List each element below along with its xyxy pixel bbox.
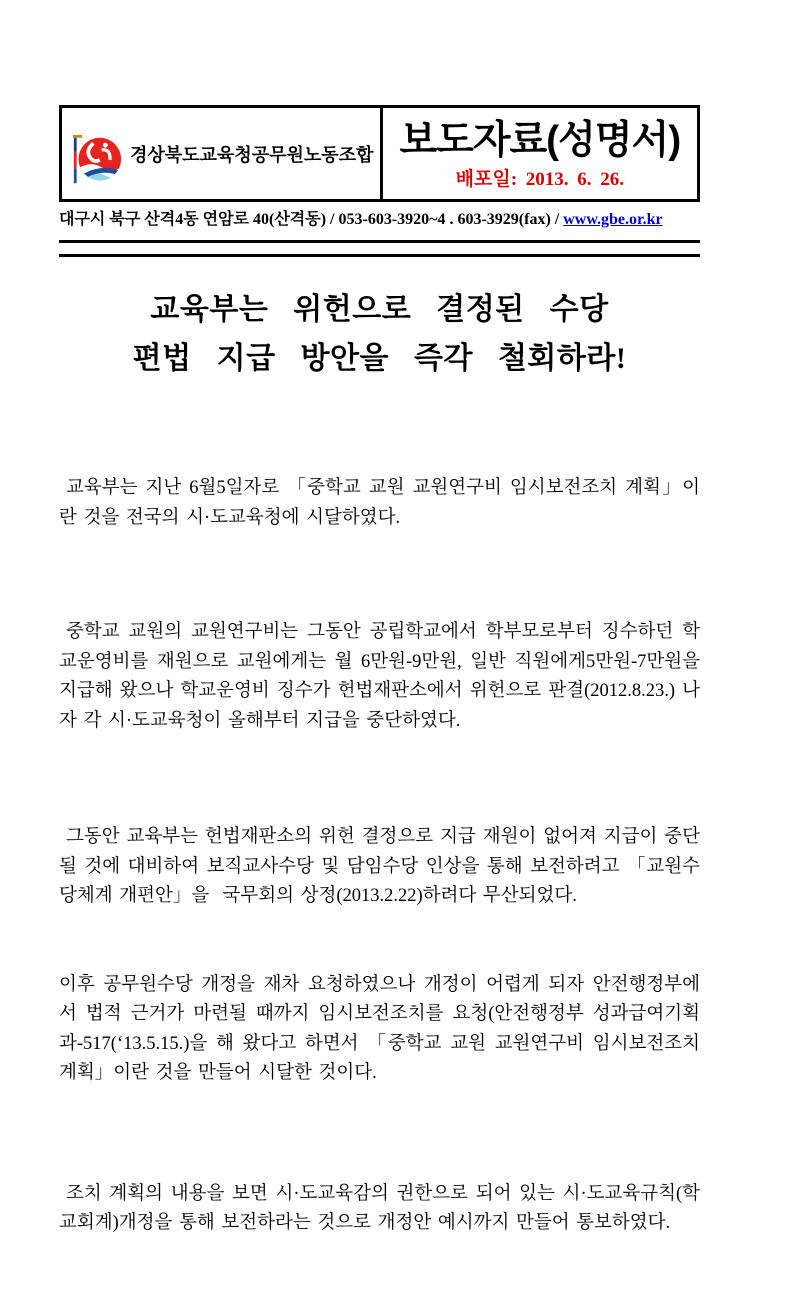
document-body bbox=[59, 415, 707, 1298]
release-date: 배포일: 2013. 6. 26. bbox=[455, 168, 625, 190]
press-paragraph-5: 조치 계획의 내용을 보면 시·도교육감의 권한으로 되어 있는 시·도교육규칙(학교회계)개정을 통해 보전하라는 것으로 개정안 예시까지 만들어 통보하였다. bbox=[59, 1183, 700, 1233]
divider-line-top bbox=[59, 240, 700, 243]
org-name: 경상북도교육청공무원노동조합 bbox=[130, 144, 374, 165]
headline bbox=[59, 285, 700, 383]
divider-line-bottom bbox=[59, 254, 700, 257]
address-text: 대구시 북구 산격4동 연암로 40(산격동) / 053-603-3920~4 . 603-3929(fax) / bbox=[59, 211, 564, 228]
masthead bbox=[59, 105, 700, 202]
headline-line-1: 교육부는 위헌으로 결정된 수당 bbox=[150, 293, 609, 326]
address-line bbox=[59, 211, 700, 229]
masthead-org-cell bbox=[62, 108, 383, 199]
website-link[interactable]: www.gbe.or.kr bbox=[563, 211, 663, 228]
doc-type-title: 보도자료(성명서) bbox=[399, 118, 681, 162]
union-emblem-icon bbox=[72, 135, 122, 185]
headline-line-2: 편법 지급 방안을 즉각 철회하라! bbox=[132, 342, 627, 375]
masthead-title-cell bbox=[383, 108, 697, 199]
press-paragraph-3: 그동안 교육부는 헌법재판소의 위헌 결정으로 지급 재원이 없어져 지급이 중단될 것에 대비하여 보직교사수당 및 담임수당 인상을 통해 보전하려고 「교원수당체계 개편안」을 국무회의 상정(2013.2.22)하려다 무산되었다. bbox=[59, 827, 700, 906]
press-paragraph-4: 이후 공무원수당 개정을 재차 요청하였으나 개정이 어렵게 되자 안전행정부에서 법적 근거가 마련될 때까지 임시보전조치를 요청(안전행정부 성과급여기획과-517(‘13.5.15.)을 해 왔다고 하면서 「중학교 교원 교원연구비 임시보전조치 계획」이란 것을 만들어 시달한 것이다. bbox=[59, 974, 707, 1083]
press-paragraph-2: 중학교 교원의 교원연구비는 그동안 공립학교에서 학부모로부터 징수하던 학교운영비를 재원으로 교원에게는 월 6만원-9만원, 일반 직원에게5만원-7만원을 지급해 왔으나 학교운영비 징수가 헌법재판소에서 위헌으로 판결(2012.8.23.) 나자 각 시·도교육청이 올해부터 지급을 중단하였다. bbox=[59, 622, 707, 731]
press-paragraph-1: 교육부는 지난 6월5일자로 「중학교 교원 교원연구비 임시보전조치 계획」이란 것을 전국의 시·도교육청에 시달하였다. bbox=[59, 478, 700, 528]
